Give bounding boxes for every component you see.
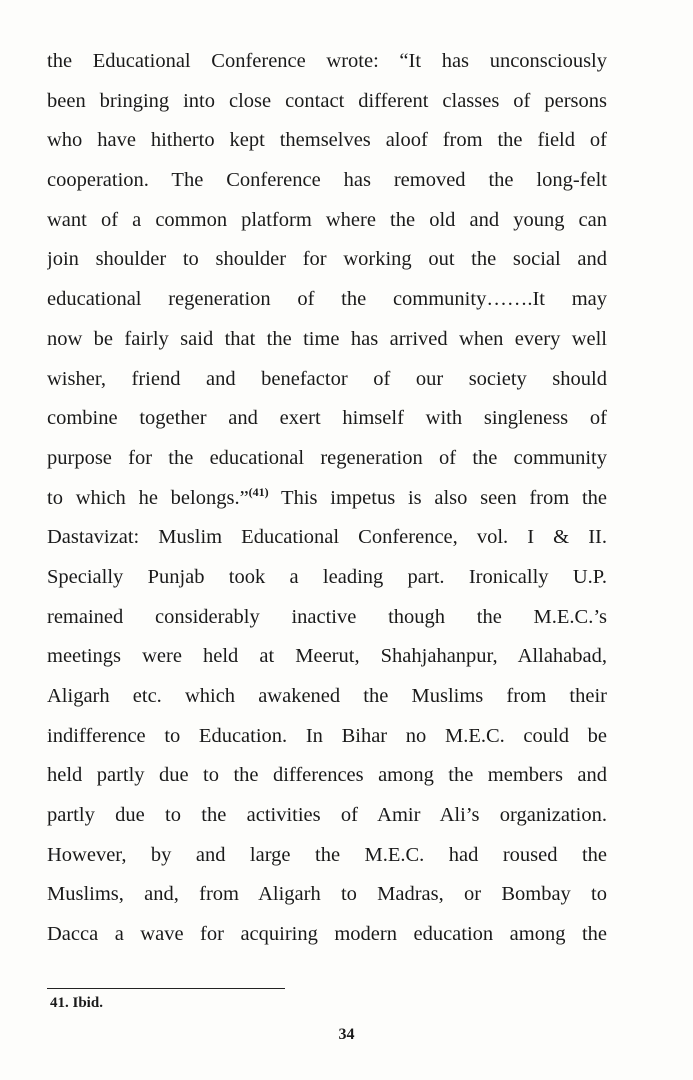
text-line: wisher, friend and benefactor of our society should [47, 367, 607, 390]
text-line: remained considerably inactive though the M.E.C.’s [47, 605, 607, 628]
text-line: been bringing into close contact different classes of persons [47, 89, 607, 112]
text-line: want of a common platform where the old and young can [47, 208, 607, 231]
text-line: Muslims, and, from Aligarh to Madras, or Bombay to [47, 883, 607, 906]
text-line: indifference to Education. In Bihar no M.E.C. could be [47, 724, 607, 747]
text-line: join shoulder to shoulder for working out the social and [47, 248, 607, 271]
text-line: Dacca a wave for acquiring modern education among the [47, 923, 607, 946]
body-paragraph [47, 42, 607, 955]
text-line: the Educational Conference wrote: “It has unconsciously [47, 50, 607, 72]
text-line: combine together and exert himself with singleness of [47, 407, 607, 430]
footnote: 41. Ibid. [50, 995, 103, 1011]
text-line: held partly due to the differences among the members and [47, 764, 607, 787]
footnote-divider [47, 988, 285, 989]
text-line: purpose for the educational regeneration of the community [47, 446, 607, 469]
text-line-with-footnote-ref [47, 479, 607, 519]
text-line: educational regeneration of the community…….It may [47, 288, 607, 311]
text-line: Specially Punjab took a leading part. Ironically U.P. [47, 565, 607, 588]
text-line: partly due to the activities of Amir Ali’s organization. [47, 804, 607, 827]
text-line: now be fairly said that the time has arrived when every well [47, 327, 607, 350]
text-line: However, by and large the M.E.C. had roused the [47, 843, 607, 866]
text-segment: This impetus is also seen from the [268, 486, 607, 509]
text-line: who have hitherto kept themselves aloof from the field of [47, 129, 607, 152]
text-line: meetings were held at Meerut, Shahjahanpur, Allahabad, [47, 645, 607, 668]
page-number: 34 [338, 1026, 355, 1043]
text-segment: to which he belongs.” [47, 486, 249, 509]
text-line: Dastavizat: Muslim Educational Conference, vol. I & II. [47, 526, 607, 549]
text-line: cooperation. The Conference has removed the long-felt [47, 169, 607, 192]
footnote-reference: (41) [248, 484, 269, 499]
text-line: Aligarh etc. which awakened the Muslims from their [47, 685, 607, 707]
